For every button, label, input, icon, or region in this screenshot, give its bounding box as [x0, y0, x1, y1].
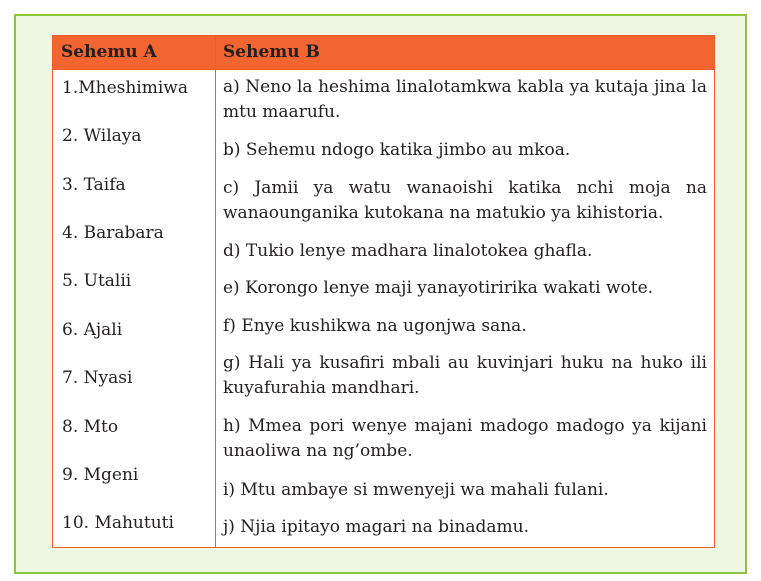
- definition-item: b) Sehemu ndogo katika jimbo au mkoa.: [223, 140, 571, 160]
- term-item: 5. Utalii: [62, 271, 132, 291]
- header-sehemu-a: Sehemu A: [61, 42, 157, 62]
- column-divider: [215, 36, 216, 547]
- definition-item: g) Hali ya kusafiri mbali au kuvinjari huku na huko ili kuyafurahia mandhari.: [223, 353, 707, 398]
- term-item: 10. Mahututi: [62, 513, 174, 533]
- term-item: 9. Mgeni: [62, 465, 139, 485]
- definition-item: j) Njia ipitayo magari na binadamu.: [223, 517, 530, 537]
- definition-item: e) Korongo lenye maji yanayotiririka wakati wote.: [223, 278, 654, 298]
- matching-table: [52, 35, 715, 548]
- definition-item: f) Enye kushikwa na ugonjwa sana.: [223, 316, 527, 336]
- definition-item: i) Mtu ambaye si mwenyeji wa mahali fulani.: [223, 480, 609, 500]
- exercise-frame: [14, 14, 747, 574]
- definition-item: a) Neno la heshima linalotamkwa kabla ya kutaja jina la mtu maarufu.: [223, 77, 707, 122]
- term-item: 3. Taifa: [62, 175, 126, 195]
- term-item: 2. Wilaya: [62, 126, 142, 146]
- term-item: 6. Ajali: [62, 320, 123, 340]
- definition-item: h) Mmea pori wenye majani madogo madogo ya kijani unaoliwa na ng’ombe.: [223, 416, 707, 461]
- definition-item: c) Jamii ya watu wanaoishi katika nchi moja na wanaounganika kutokana na matukio ya kihistoria.: [223, 178, 707, 223]
- term-item: 4. Barabara: [62, 223, 164, 243]
- definition-item: d) Tukio lenye madhara linalotokea ghafla.: [223, 241, 593, 261]
- term-item: 8. Mto: [62, 417, 119, 437]
- term-item: 1.Mheshimiwa: [62, 78, 188, 98]
- header-sehemu-b: Sehemu B: [223, 42, 320, 62]
- term-item: 7. Nyasi: [62, 368, 133, 388]
- table-header-row: [53, 36, 714, 70]
